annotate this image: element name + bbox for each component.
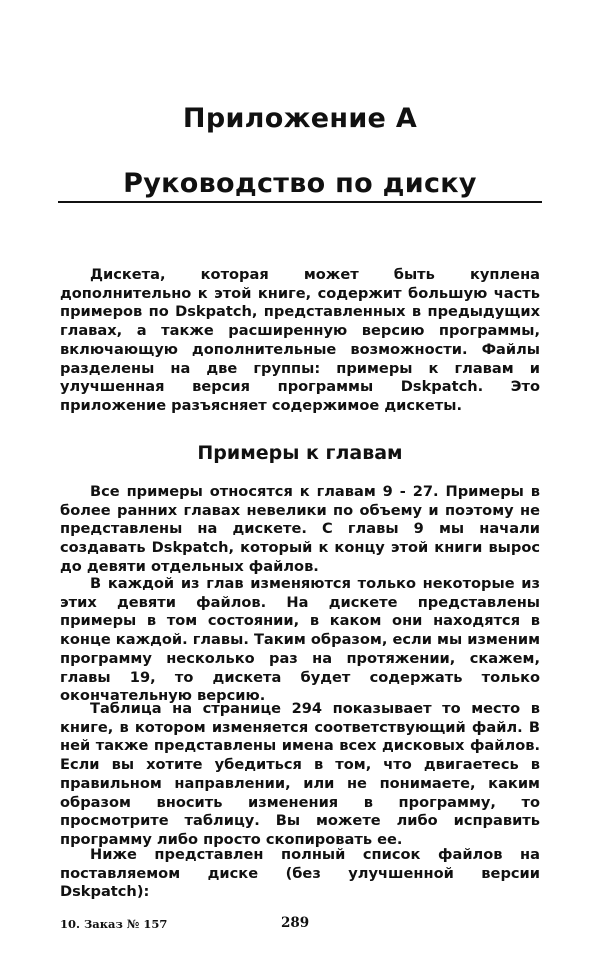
body-paragraph-3: Таблица на странице 294 показывает то место в книге, в котором изменяется соответствующий файл. В ней также представлены имена всех дисковых файлов. Если вы хотите убедиться в том, что двигаетесь в правильном направлении, или не понимаете, каким образом вносить изменения в программу, то просмотрите таблицу. Вы можете либо исправить программу либо просто скопировать ее. — [60, 700, 540, 848]
page-number: 289 — [281, 915, 310, 931]
chapter-title: Руководство по диску — [123, 168, 477, 199]
title-rule — [58, 201, 542, 203]
body-paragraph-1: Все примеры относятся к главам 9 - 27. Примеры в более ранних главах невелики по объему и поэтому не представлены на дискете. С главы 9 мы начали создавать Dskpatch, который к концу этой книги вырос до девяти отдельных файлов. — [60, 483, 540, 575]
body-paragraph-2: В каждой из глав изменяются только некоторые из этих девяти файлов. На дискете представлены примеры в том состоянии, в каком они находятся в конце каждой. главы. Таким образом, если мы изменим программу несколько раз на протяжении, скажем, главы 19, то дискета будет содержать только окончательную версию. — [60, 575, 540, 705]
section-heading: Примеры к главам — [197, 442, 403, 464]
printer-signature: 10. Заказ № 157 — [60, 917, 168, 931]
intro-paragraph: Дискета, которая может быть куплена дополнительно к этой книге, содержит большую часть примеров по Dskpatch, представленных в предыдущих главах, а также расширенную версию программы, включающую дополнительные возможности. Файлы разделены на две группы: примеры к главам и улучшенная версия программы Dskpatch. Это приложение разъясняет содержимое дискеты. — [60, 266, 540, 414]
appendix-title: Приложение А — [182, 103, 418, 134]
body-paragraph-4: Ниже представлен полный список файлов на поставляемом диске (без улучшенной версии Dskpatch): — [60, 846, 540, 901]
